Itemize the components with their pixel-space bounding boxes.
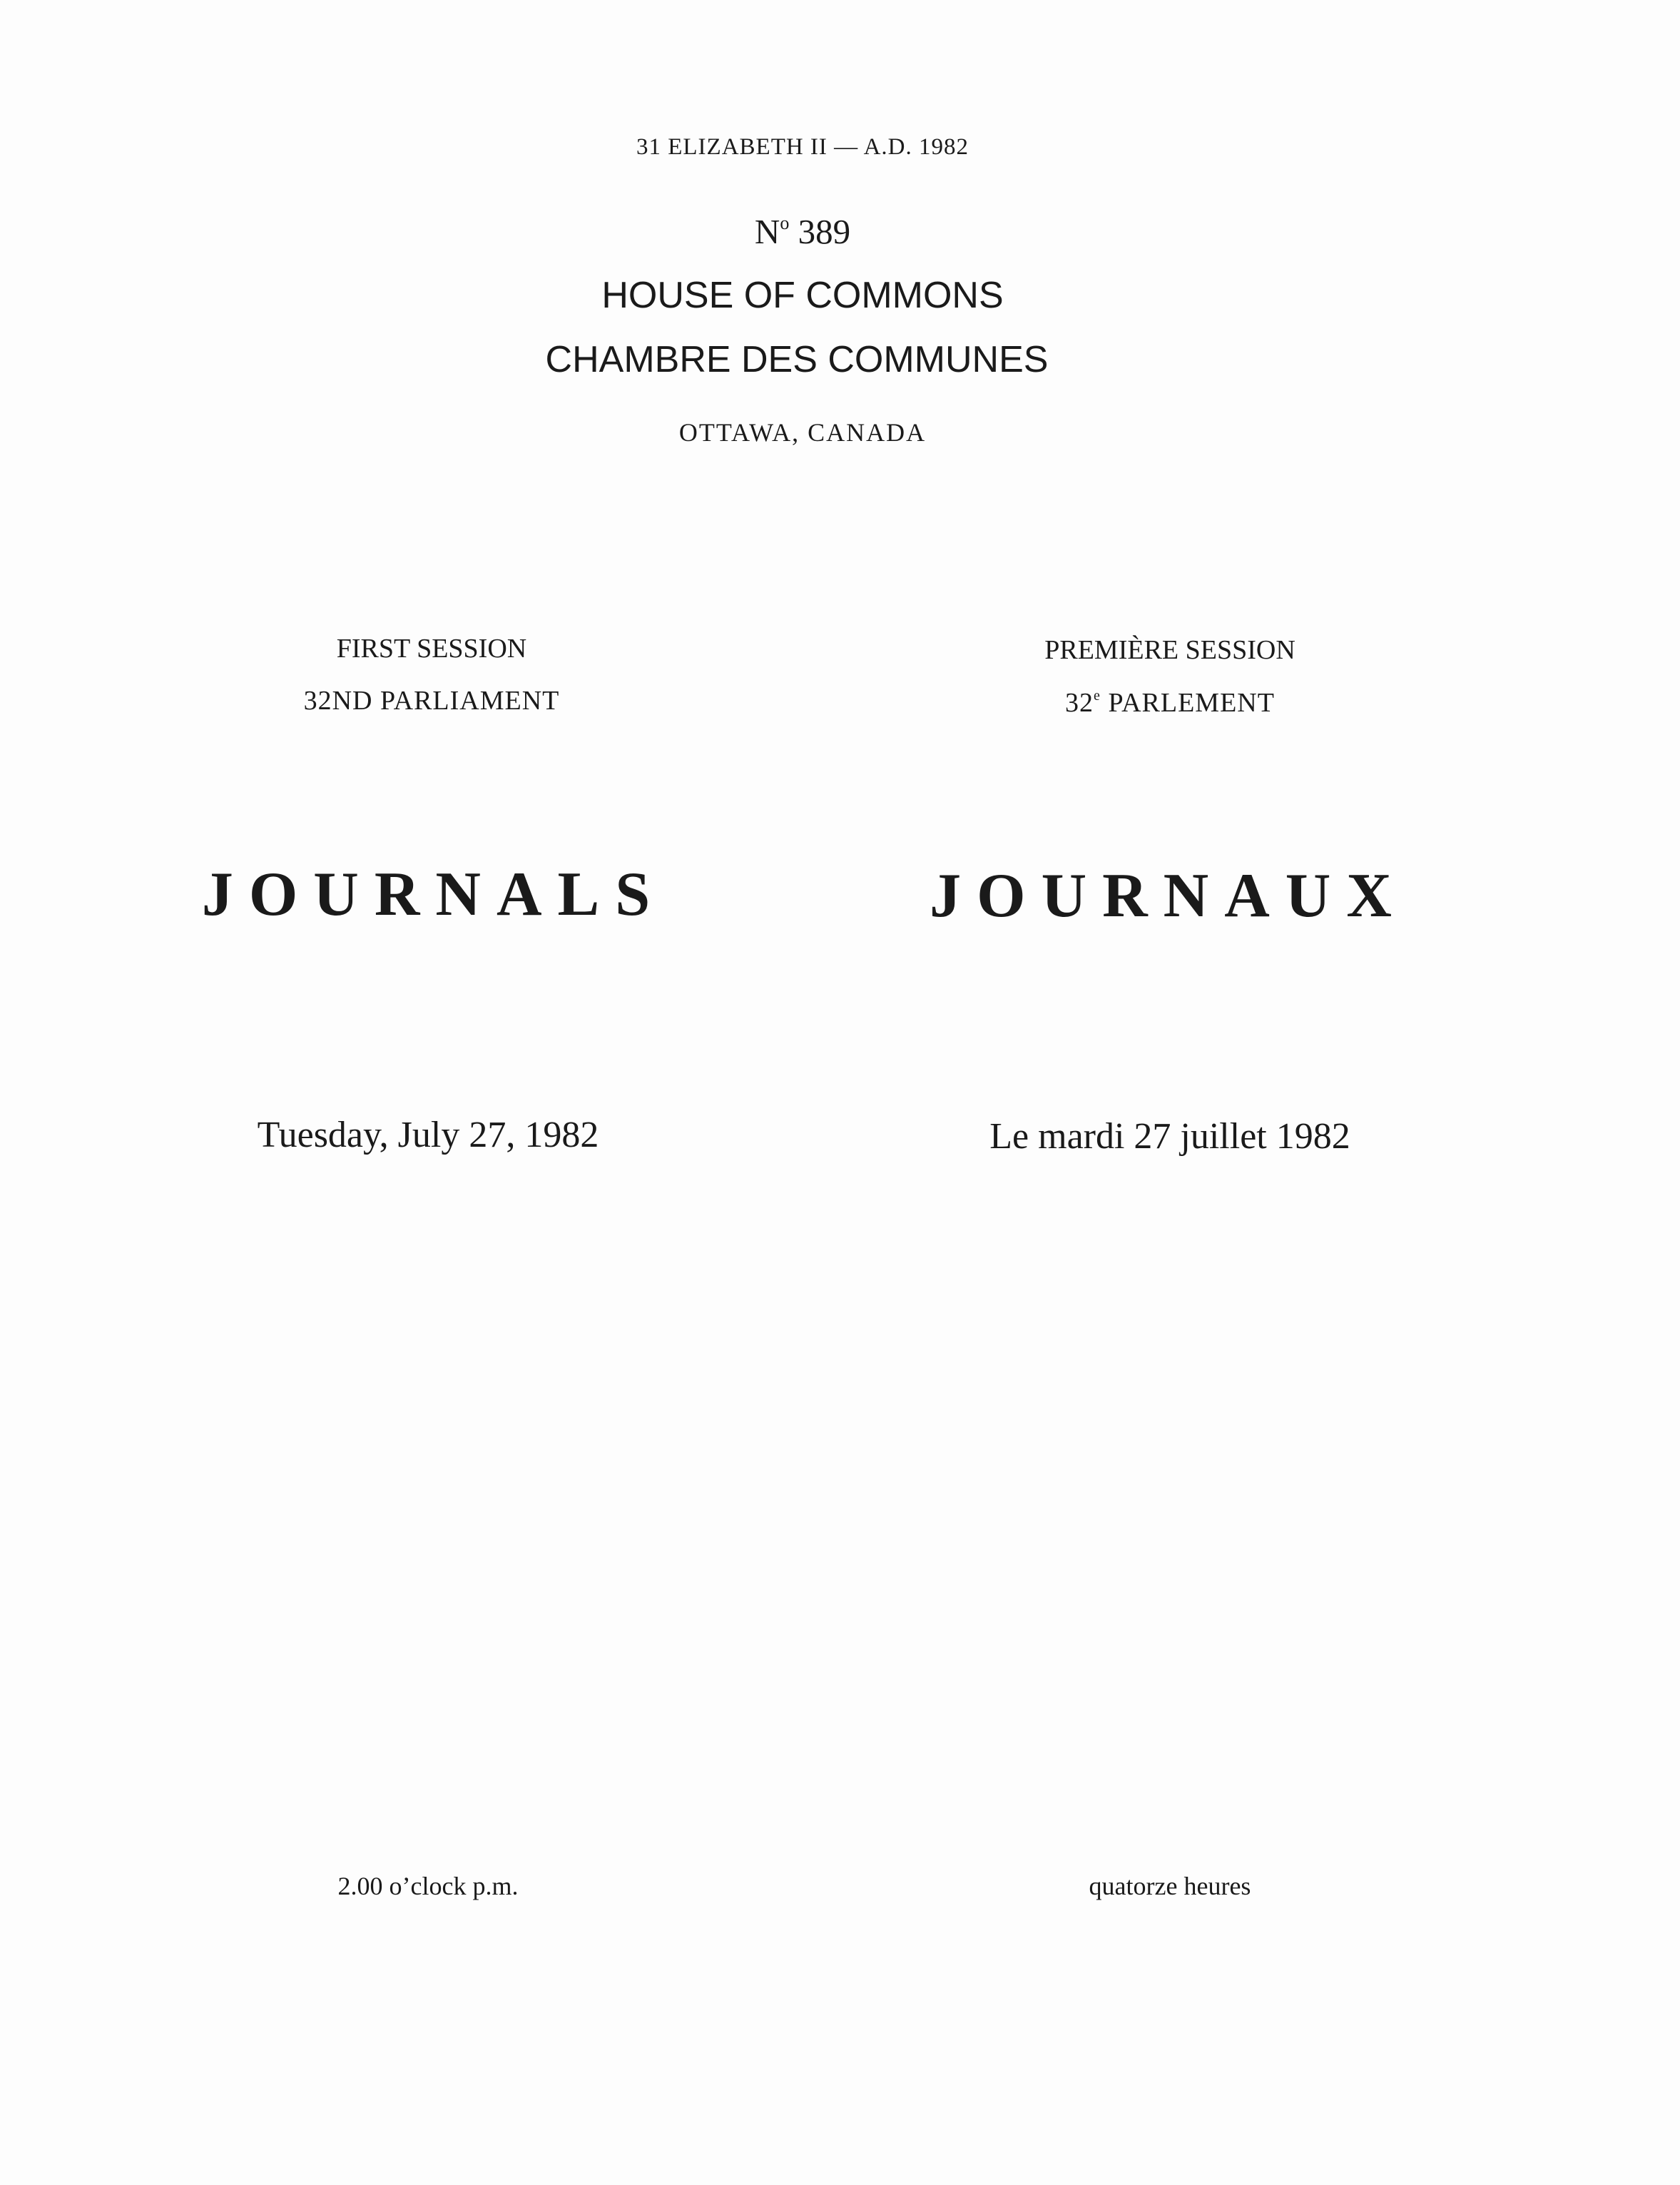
date-french: Le mardi 27 juillet 1982	[989, 1116, 1350, 1157]
number-prefix: N	[754, 212, 780, 251]
title-english: JOURNALS	[201, 860, 666, 929]
number-value: 389	[789, 212, 851, 251]
time-english: 2.00 o’clock p.m.	[337, 1872, 519, 1900]
parliament-superscript-french: e	[1094, 688, 1101, 704]
city-line: OTTAWA, CANADA	[678, 418, 927, 447]
parliament-french	[1065, 689, 1275, 716]
title-french: JOURNAUX	[930, 861, 1407, 931]
session-french: PREMIÈRE SESSION	[1044, 635, 1295, 665]
parliament-number-french: 32	[1065, 688, 1094, 718]
session-english: FIRST SESSION	[336, 634, 527, 664]
house-name-english: HOUSE OF COMMONS	[601, 275, 1004, 316]
reign-year-line: 31 ELIZABETH II — A.D. 1982	[636, 134, 969, 160]
journal-number	[755, 214, 850, 249]
house-name-french: CHAMBRE DES COMMUNES	[545, 339, 1049, 380]
parliament-text-french: PARLEMENT	[1100, 688, 1275, 718]
parliament-english: 32ND PARLIAMENT	[303, 686, 560, 716]
date-english: Tuesday, July 27, 1982	[257, 1115, 599, 1155]
time-french: quatorze heures	[1089, 1872, 1251, 1900]
number-superscript: o	[780, 213, 790, 233]
